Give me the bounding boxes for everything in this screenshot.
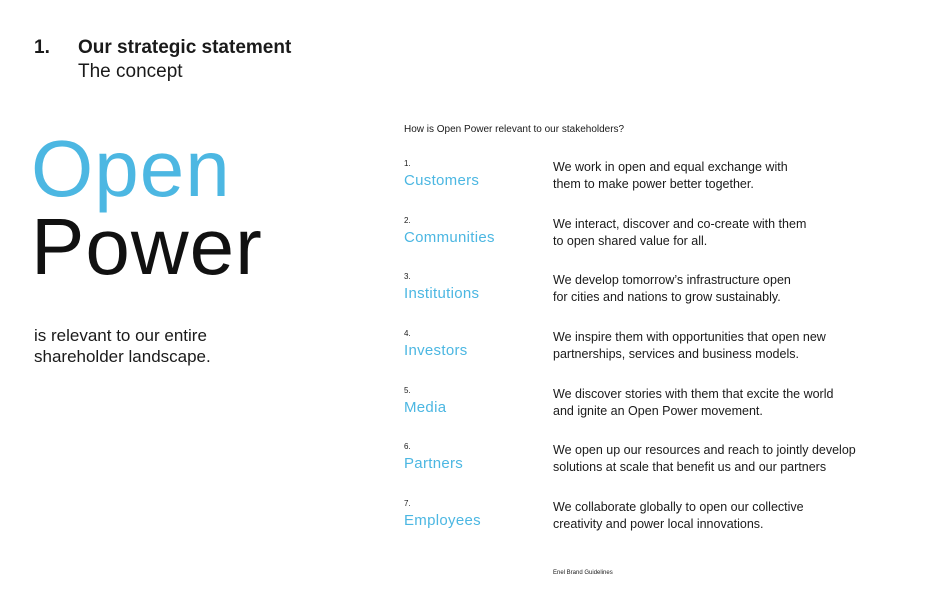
hero-word-open: Open	[31, 124, 231, 213]
description-line: We work in open and equal exchange with	[553, 160, 788, 174]
footer-brand-guidelines: Enel Brand Guidelines	[553, 570, 613, 576]
stakeholder-number: 5.	[404, 385, 411, 395]
stakeholder-description	[553, 216, 923, 250]
stakeholder-description	[553, 499, 923, 533]
section-title: Our strategic statement	[78, 37, 292, 58]
stakeholder-description	[553, 442, 923, 476]
section-number: 1.	[34, 37, 50, 58]
stakeholder-number: 7.	[404, 499, 411, 509]
description-line: We open up our resources and reach to jointly develop	[553, 443, 856, 458]
stakeholder-item-institutions	[404, 272, 924, 329]
tagline-line-1: is relevant to our entire	[34, 326, 207, 345]
stakeholder-name: Institutions	[404, 285, 480, 303]
stakeholder-name: Investors	[404, 342, 468, 360]
stakeholder-number: 2.	[404, 215, 411, 225]
description-line: We develop tomorrow’s infrastructure open	[553, 273, 791, 288]
stakeholder-number: 4.	[404, 329, 411, 339]
section-header	[34, 37, 291, 83]
hero-word-power: Power	[31, 202, 263, 291]
description-line: solutions at scale that benefit us and our partners	[553, 460, 827, 475]
stakeholder-item-communities	[404, 216, 924, 273]
stakeholder-list	[404, 159, 924, 556]
stakeholder-question: How is Open Power relevant to our stakeholders?	[404, 124, 625, 135]
description-line: We inspire them with opportunities that open new	[553, 330, 826, 345]
stakeholder-description	[553, 159, 923, 193]
description-line: partnerships, services and business models.	[553, 347, 799, 362]
description-line: them to make power better together.	[553, 177, 754, 191]
stakeholder-name: Customers	[404, 172, 480, 189]
stakeholder-description	[553, 272, 923, 306]
hero-title	[31, 124, 263, 291]
section-heading	[34, 37, 291, 59]
stakeholder-name: Communities	[404, 228, 495, 246]
description-line: for cities and nations to grow sustainably.	[553, 290, 781, 305]
stakeholder-item-employees	[404, 499, 924, 556]
stakeholder-description	[553, 386, 923, 420]
stakeholder-item-investors	[404, 329, 924, 386]
description-line: and ignite an Open Power movement.	[553, 403, 763, 418]
stakeholder-item-media	[404, 386, 924, 443]
section-subtitle: The concept	[78, 61, 183, 82]
description-line: We interact, discover and co-create with them	[553, 216, 807, 231]
tagline-line-2: shareholder landscape.	[34, 347, 211, 366]
tagline	[34, 325, 294, 367]
description-line: creativity and power local innovations.	[553, 517, 764, 532]
stakeholder-number: 3.	[404, 272, 411, 282]
stakeholder-item-partners	[404, 442, 924, 499]
stakeholder-name: Employees	[404, 512, 481, 530]
stakeholder-number: 6.	[404, 442, 411, 452]
stakeholder-number: 1.	[404, 159, 411, 168]
stakeholder-name: Media	[404, 398, 447, 416]
description-line: We collaborate globally to open our collective	[553, 500, 804, 515]
stakeholder-name: Partners	[404, 455, 464, 473]
stakeholder-item-customers	[404, 159, 924, 216]
description-line: We discover stories with them that excite the world	[553, 386, 834, 401]
description-line: to open shared value for all.	[553, 233, 708, 248]
stakeholder-description	[553, 329, 923, 363]
